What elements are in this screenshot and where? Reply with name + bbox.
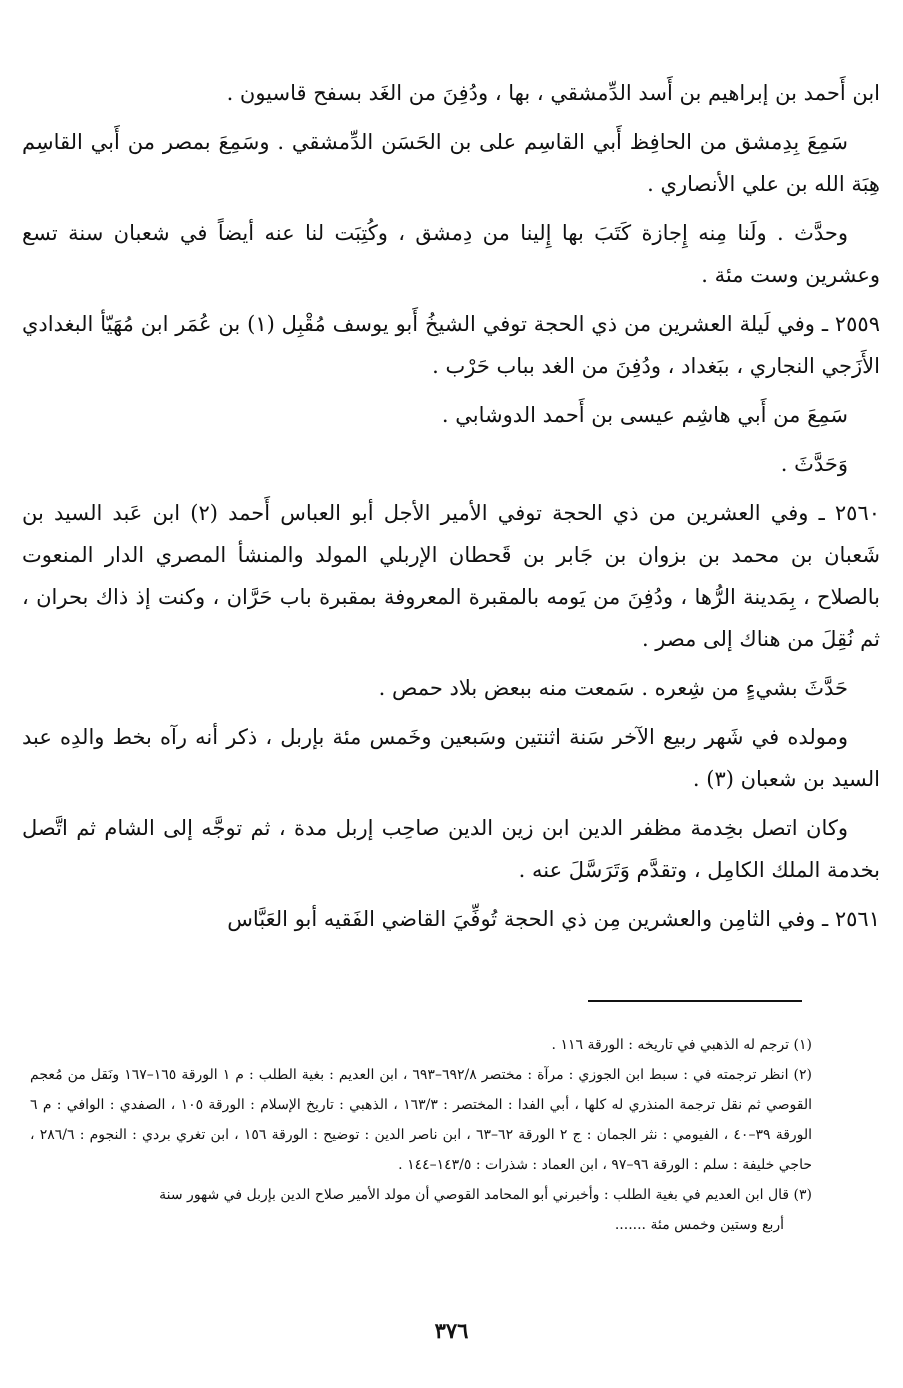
paragraph-6: وَحَدَّثَ . [780, 452, 848, 476]
paragraph-9: ومولده في شَهر ربيع الآخر سَنة اثنتين وسَبعين وخَمس مئة بإربل ، ذكر أنه رآه بخط والدِه عبد السيد بن شعبان (٣) . [22, 725, 880, 791]
main-text [22, 72, 880, 947]
footnotes [30, 1030, 812, 1240]
footnote-divider [588, 1000, 802, 1002]
footnote-3: (٣) قال ابن العديم في بغية الطلب : وأخبرني أبو المحامد القوصي أن مولد الأمير صلاح الدين بإربل في شهور سنة [159, 1187, 812, 1203]
paragraph-10: وكان اتصل بخِدمة مظفر الدين ابن زين الدين صاحِب إربل مدة ، ثم توجَّه إلى الشام ثم اتَّصل بخدمة الملك الكامِل ، وتقدَّم وَتَرَسَّلَ عنه . [22, 816, 880, 882]
paragraph-3: وحدَّث . ولَنا مِنه إِجازة كَتَبَ بها إِلينا من دِمشق ، وكُتِبَت لنا عنه أيضاً في شعبان سنة تسع وعشرين وست مئة . [22, 221, 880, 287]
entry-2561: ٢٥٦١ ـ وفي الثامِن والعشرين مِن ذي الحجة تُوفِّيَ القاضي الفَقيه أبو العَبَّاس [227, 907, 880, 931]
page-number: ٣٧٦ [434, 1318, 469, 1343]
paragraph-1: ابن أَحمد بن إبراهيم بن أَسد الدِّمشقي ، بها ، ودُفِنَ من الغَد بسفح قاسيون . [226, 81, 880, 105]
paragraph-5: سَمِعَ من أَبي هاشِم عيسى بن أَحمد الدوشابي . [441, 403, 848, 427]
footnote-2: (٢) انظر ترجمته في : سبط ابن الجوزي : مرآة : مختصر ٦٩٢/٨–٦٩٣ ، ابن العديم : بغية الطلب : م ١ الورقة ١٦٥–١٦٧ ونَقل من مُعجم القوصي ثم نقل ترجمة المنذري له كلها ، أبي الفدا : المختصر : ١٦٣/٣ ، الذهبي : تاريخ الإسلام : الورقة ١٠٥ ، الصفدي : الوافي : م ٦ الورقة ٣٩–٤٠ ، الفيومي : نثر الجمان : ج ٢ الورقة ٦٢–٦٣ ، ابن ناصر الدين : توضيح : الورقة ١٥٦ ، ابن تغري بردي : النجوم : ٢٨٦/٦ ، حاجي خليفة : سلم : الورقة ٩٦–٩٧ ، ابن العماد : شذرات : ١٤٣/٥–١٤٤ . [30, 1067, 813, 1173]
entry-2559: ٢٥٥٩ ـ وفي لَيلة العشرين من ذي الحجة توفي الشيخُ أَبو يوسف مُقْبِل (١) بن عُمَر ابن مُهَيّأ البغدادي الأَزَجي النجاري ، ببَغداد ، ودُفِنَ من الغد بباب حَرْب . [22, 312, 880, 378]
entry-2560: ٢٥٦٠ ـ وفي العشرين من ذي الحجة توفي الأمير الأجل أبو العباس أَحمد (٢) ابن عَبد السيد بن شَعبان بن محمد بن بزوان بن جَابر بن قَحطان الإربلي المولد والمنشأ المصري الدار المنعوت بالصلاح ، بِمَدينة الرُّها ، ودُفِنَ من يَومه بالمقبرة المعروفة بمقبرة باب حَرَّان ، وكنت إذ ذاك بحران ، ثم نُقِلَ من هناك إلى مصر . [22, 501, 881, 651]
paragraph-8: حَدَّثَ بشيءٍ من شِعره . سَمعت منه ببعض بلاد حمص . [378, 676, 848, 700]
footnote-3-continuation: أربع وستين وخمس مئة ....... [614, 1217, 784, 1233]
paragraph-2: سَمِعَ بِدِمشق من الحافِظ أَبي القاسِم على بن الحَسَن الدِّمشقي . وسَمِعَ بمصر من أَبي القاسِم هِبَة الله بن علي الأنصاري . [22, 130, 880, 196]
footnote-1: (١) ترجم له الذهبي في تاريخه : الورقة ١١٦ . [551, 1037, 812, 1053]
